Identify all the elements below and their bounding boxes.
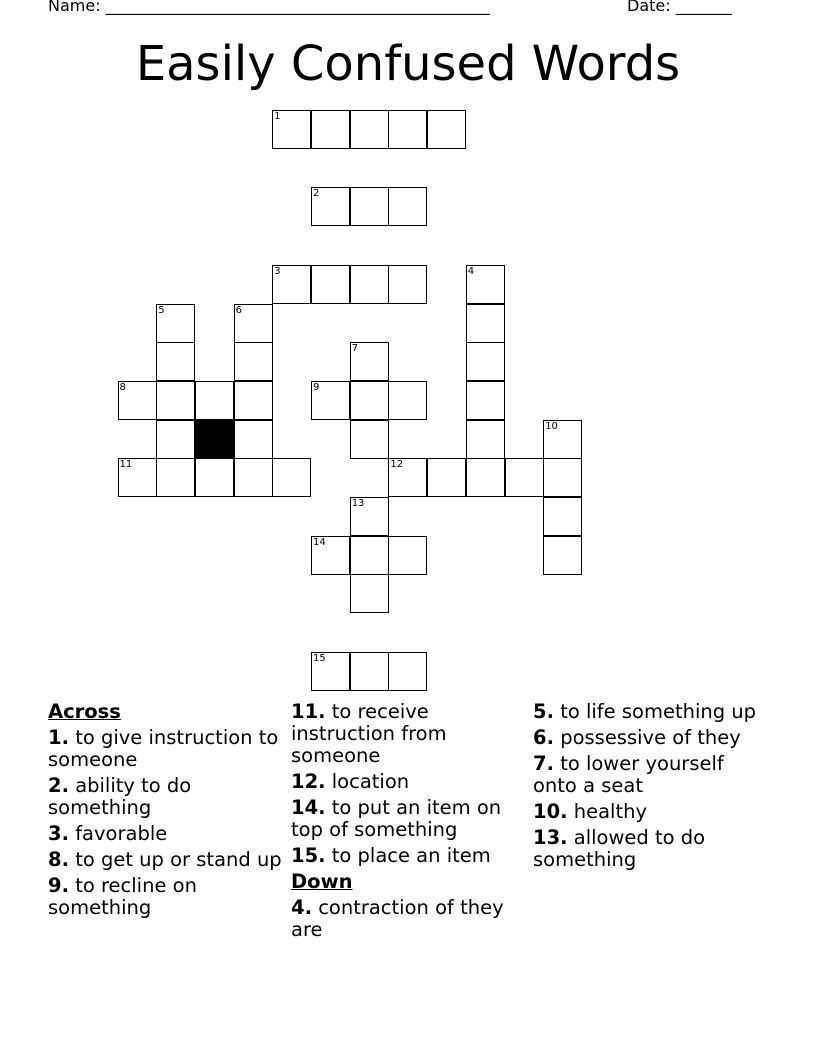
grid-cell[interactable] (272, 458, 311, 497)
black-cell (195, 420, 234, 459)
clue-item (533, 701, 773, 723)
grid-cell[interactable] (311, 381, 350, 420)
clue-text: to life something up (560, 700, 757, 723)
grid-cell[interactable] (350, 110, 389, 149)
grid-cell[interactable] (350, 536, 389, 575)
clue-number: 5 (158, 304, 165, 316)
grid-cell[interactable] (118, 381, 157, 420)
clue-text: to give instruction to someone (48, 726, 279, 771)
clue-heading-down: Down (291, 870, 353, 893)
clue-number: 8 (119, 381, 126, 393)
clue-text: contraction of they are (291, 896, 504, 941)
clue-number: 9 (313, 381, 320, 393)
grid-cell[interactable] (543, 420, 582, 459)
clue-number-label: 11. (291, 700, 326, 723)
clue-number-label: 4. (291, 896, 312, 919)
grid-cell[interactable] (156, 304, 195, 343)
grid-cell[interactable] (156, 342, 195, 381)
grid-cell[interactable] (350, 497, 389, 536)
grid-cell[interactable] (505, 458, 544, 497)
grid-cell[interactable] (388, 536, 427, 575)
clue-text: location (331, 770, 410, 793)
clue-item (48, 775, 288, 819)
clue-number-label: 2. (48, 774, 69, 797)
clue-text: to lower yourself onto a seat (533, 752, 724, 797)
clue-item (291, 845, 531, 867)
clue-number: 13 (351, 498, 365, 509)
grid-cell[interactable] (466, 304, 505, 343)
grid-cell[interactable] (311, 265, 350, 304)
clue-number-label: 15. (291, 844, 326, 867)
clue-item (291, 797, 531, 841)
clues-column-1 (48, 701, 288, 923)
grid-cell[interactable] (388, 265, 427, 304)
grid-cell[interactable] (466, 458, 505, 497)
grid-cell[interactable] (543, 536, 582, 575)
date-field-label: Date: _______ (627, 0, 732, 15)
grid-cell[interactable] (234, 458, 273, 497)
grid-cell[interactable] (156, 458, 195, 497)
grid-cell[interactable] (427, 110, 466, 149)
grid-cell[interactable] (466, 420, 505, 459)
clue-item (48, 727, 288, 771)
grid-cell[interactable] (350, 187, 389, 226)
grid-cell[interactable] (234, 420, 273, 459)
grid-cell[interactable] (311, 187, 350, 226)
clue-text: healthy (573, 800, 648, 823)
grid-cell[interactable] (466, 342, 505, 381)
page-title: Easily Confused Words (135, 36, 681, 92)
clue-item (48, 823, 288, 845)
clue-number-label: 1. (48, 726, 69, 749)
clue-item (533, 753, 773, 797)
grid-cell[interactable] (118, 458, 157, 497)
clue-item (291, 897, 531, 941)
clue-item (533, 827, 773, 871)
grid-cell[interactable] (350, 652, 389, 691)
clue-number-label: 10. (533, 800, 568, 823)
grid-cell[interactable] (388, 458, 427, 497)
clue-text: possessive of they (560, 726, 741, 749)
clue-number-label: 14. (291, 796, 326, 819)
grid-cell[interactable] (272, 265, 311, 304)
grid-cell[interactable] (427, 458, 466, 497)
grid-cell[interactable] (272, 110, 311, 149)
clue-number: 7 (351, 343, 359, 355)
grid-cell[interactable] (195, 381, 234, 420)
clue-number: 10 (545, 420, 558, 432)
clues-column-3 (533, 701, 773, 875)
grid-cell[interactable] (543, 458, 582, 497)
clue-item (291, 771, 531, 793)
clue-number-label: 8. (48, 848, 69, 871)
clue-number: 1 (274, 111, 281, 122)
clue-number: 3 (274, 265, 281, 277)
clue-number-label: 6. (533, 726, 554, 749)
clue-item (533, 801, 773, 823)
clue-text: favorable (75, 822, 168, 845)
grid-cell[interactable] (234, 304, 273, 343)
grid-cell[interactable] (311, 652, 350, 691)
grid-cell[interactable] (466, 265, 505, 304)
clue-heading-across: Across (48, 700, 121, 723)
name-field-label: Name: ________________________________________________ (48, 0, 490, 15)
grid-cell[interactable] (350, 574, 389, 613)
clue-number-label: 7. (533, 752, 554, 775)
clue-number-label: 12. (291, 770, 326, 793)
clue-text: allowed to do something (533, 826, 706, 871)
grid-cell[interactable] (388, 110, 427, 149)
grid-cell[interactable] (234, 342, 273, 381)
clues-column-2 (291, 701, 531, 945)
clue-text: to receive instruction from someone (291, 700, 447, 767)
clue-number: 6 (235, 304, 242, 316)
clue-number: 14 (313, 536, 326, 548)
grid-cell[interactable] (311, 536, 350, 575)
grid-cell[interactable] (350, 265, 389, 304)
clue-number: 2 (313, 188, 320, 200)
clue-number: 12 (390, 459, 404, 471)
grid-cell[interactable] (156, 381, 195, 420)
clue-number-label: 3. (48, 822, 69, 845)
grid-cell[interactable] (156, 420, 195, 459)
grid-cell[interactable] (350, 381, 389, 420)
clue-item (291, 701, 531, 767)
clue-number: 15 (313, 652, 326, 664)
clue-item (48, 849, 288, 871)
grid-cell[interactable] (234, 381, 273, 420)
clue-text: ability to do something (48, 774, 192, 819)
grid-cell[interactable] (350, 342, 389, 381)
clue-text: to get up or stand up (75, 848, 282, 871)
grid-cell[interactable] (350, 420, 389, 459)
grid-cell[interactable] (195, 458, 234, 497)
clue-number-label: 5. (533, 700, 554, 723)
grid-cell[interactable] (466, 381, 505, 420)
clue-text: to recline on something (48, 874, 197, 919)
grid-cell[interactable] (388, 187, 427, 226)
clue-number: 11 (119, 459, 133, 471)
clue-number-label: 13. (533, 826, 568, 849)
grid-cell[interactable] (388, 652, 427, 691)
clue-number: 4 (467, 265, 475, 277)
clue-number-label: 9. (48, 874, 69, 897)
clue-text: to place an item (331, 844, 491, 867)
clue-item (533, 727, 773, 749)
grid-cell[interactable] (543, 497, 582, 536)
clue-item (48, 875, 288, 919)
clue-text: to put an item on top of something (291, 796, 502, 841)
grid-cell[interactable] (311, 110, 350, 149)
grid-cell[interactable] (388, 381, 427, 420)
